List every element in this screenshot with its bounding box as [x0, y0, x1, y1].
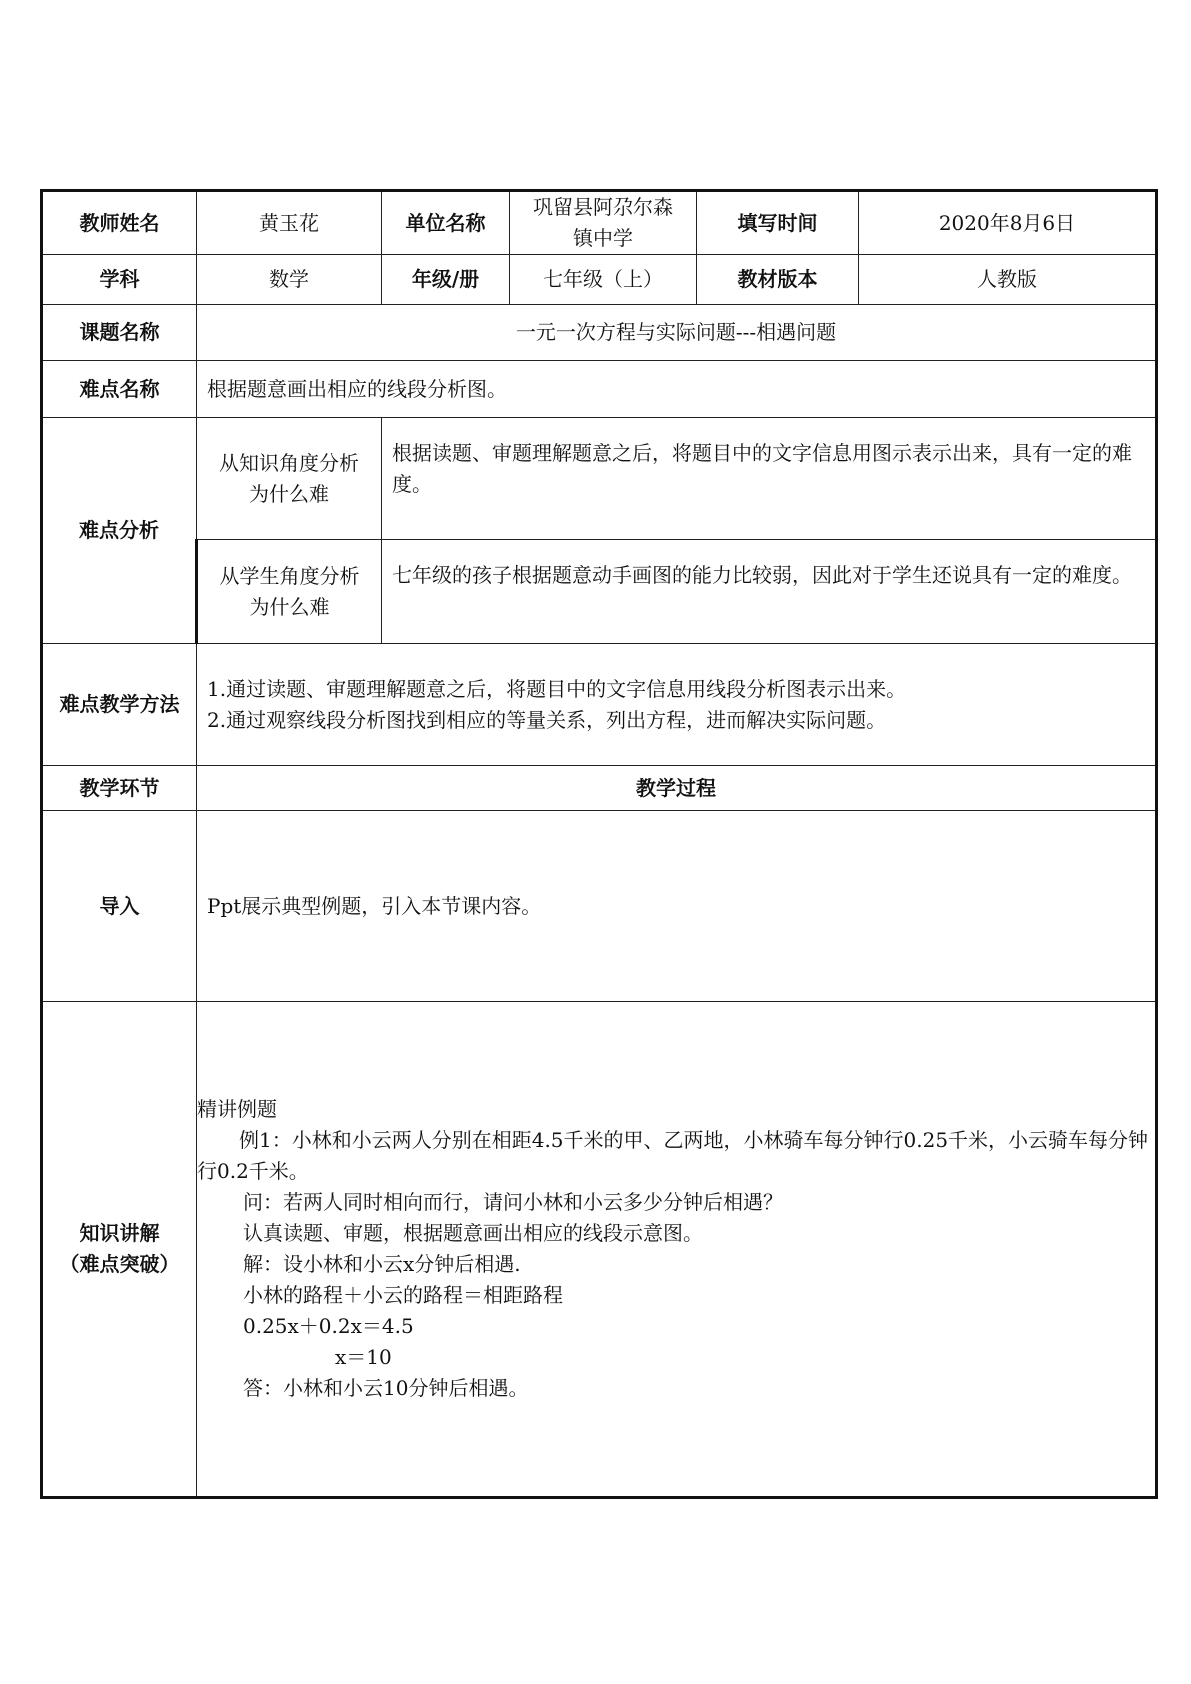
edition-value: 人教版 [859, 255, 1157, 305]
analysis-label: 难点分析 [42, 418, 197, 644]
example-text: 例1：小林和小云两人分别在相距4.5千米的甲、乙两地，小林骑车每分钟行0.25千米，小云骑车每分钟行0.2千米。 [197, 1128, 1149, 1183]
unit-value-line2: 镇中学 [573, 226, 633, 250]
row-difficulty [42, 361, 1157, 418]
step2-text: 解：设小林和小云x分钟后相遇. [243, 1252, 521, 1276]
knowledge-angle-line2: 为什么难 [249, 481, 329, 506]
edition-label: 教材版本 [697, 255, 859, 305]
time-label: 填写时间 [697, 191, 859, 255]
row-teacher [42, 191, 1157, 255]
intro-label: 导入 [42, 811, 197, 1002]
step3-text: 小林的路程＋小云的路程＝相距路程 [243, 1283, 563, 1307]
teacher-label: 教师姓名 [42, 191, 197, 255]
unit-value [510, 191, 697, 255]
topic-value: 一元一次方程与实际问题---相遇问题 [197, 305, 1157, 361]
row-topic [42, 305, 1157, 361]
row-analysis-student [42, 540, 1157, 644]
method-line2: 2.通过观察线段分析图找到相应的等量关系，列出方程，进而解决实际问题。 [207, 707, 887, 732]
topic-label: 课题名称 [42, 305, 197, 361]
process-label: 教学过程 [197, 766, 1157, 811]
student-angle-line2: 为什么难 [249, 594, 330, 619]
difficulty-value: 根据题意画出相应的线段分析图。 [197, 361, 1157, 418]
grade-value: 七年级（上） [510, 255, 697, 305]
subject-label: 学科 [42, 255, 197, 305]
student-angle-label [197, 540, 382, 644]
answer-text: 答：小林和小云10分钟后相遇。 [243, 1376, 529, 1400]
grade-label: 年级/册 [382, 255, 510, 305]
knowledge-angle-line1: 从知识角度分析 [219, 450, 359, 475]
knowledge-angle-text: 根据读题、审题理解题意之后，将题目中的文字信息用图示表示出来，具有一定的难度。 [382, 418, 1157, 540]
stage-label: 教学环节 [42, 766, 197, 811]
knowledge-label-line1: 知识讲解 [79, 1221, 160, 1245]
subject-value: 数学 [197, 255, 382, 305]
step1-text: 认真读题、审题，根据题意画出相应的线段示意图。 [243, 1221, 703, 1245]
row-analysis-knowledge [42, 418, 1157, 540]
unit-label: 单位名称 [382, 191, 510, 255]
row-subject [42, 255, 1157, 305]
lesson-table [40, 189, 1158, 1499]
time-value: 2020年8月6日 [859, 191, 1157, 255]
row-intro [42, 811, 1157, 1002]
method-text [197, 644, 1157, 766]
knowledge-heading: 精讲例题 [197, 1097, 277, 1121]
row-method [42, 644, 1157, 766]
unit-value-line1: 巩留县阿尕尔森 [533, 195, 673, 219]
student-angle-text: 七年级的孩子根据题意动手画图的能力比较弱，因此对于学生还说具有一定的难度。 [382, 540, 1157, 644]
knowledge-label [42, 1002, 197, 1498]
knowledge-angle-label [197, 418, 382, 540]
method-line1: 1.通过读题、审题理解题意之后，将题目中的文字信息用线段分析图表示出来。 [207, 676, 907, 701]
intro-text: Ppt展示典型例题，引入本节课内容。 [197, 811, 1157, 1002]
difficulty-label: 难点名称 [42, 361, 197, 418]
method-label: 难点教学方法 [42, 644, 197, 766]
question-text: 问：若两人同时相向而行，请问小林和小云多少分钟后相遇？ [243, 1190, 783, 1214]
row-knowledge [42, 1002, 1157, 1498]
knowledge-label-line2: （难点突破） [59, 1252, 180, 1276]
knowledge-content [197, 1002, 1157, 1498]
teacher-value: 黄玉花 [197, 191, 382, 255]
row-process-header [42, 766, 1157, 811]
equation-text: 0.25x＋0.2x＝4.5 [243, 1314, 414, 1338]
lesson-form [40, 189, 1155, 1499]
result-text: x＝10 [335, 1345, 392, 1369]
student-angle-line1: 从学生角度分析 [219, 563, 360, 588]
